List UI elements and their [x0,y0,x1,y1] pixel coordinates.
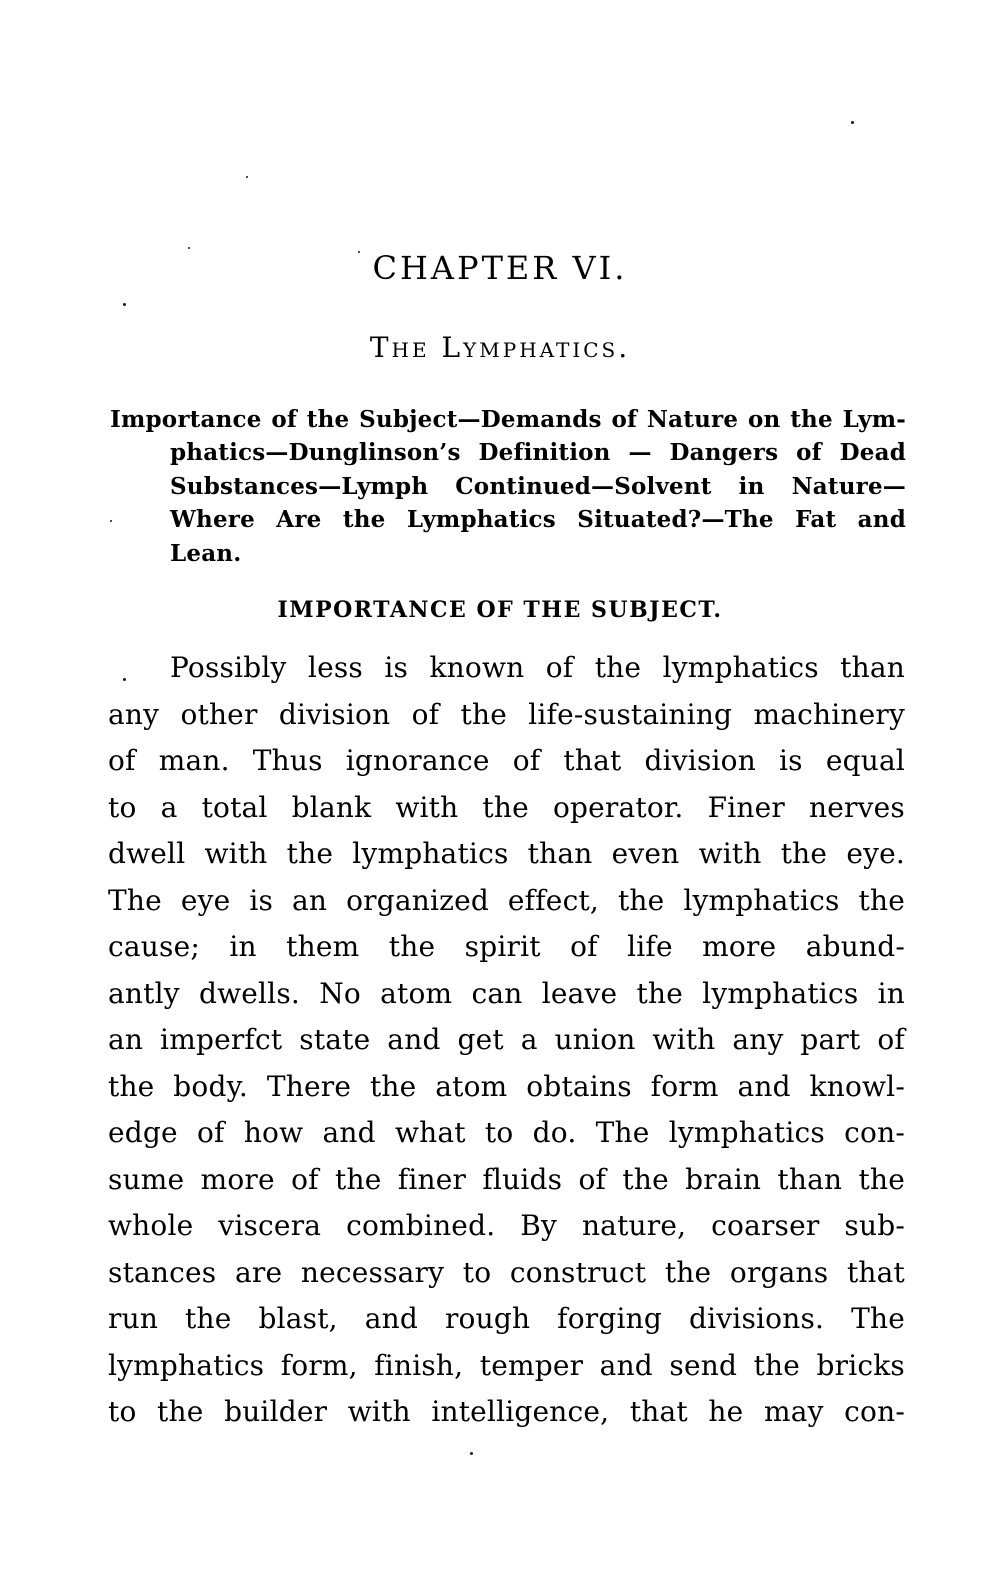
synopsis-line: Lean. [170,539,242,567]
synopsis-line: phatics—Dunglinson’s Definition — Dangers of Dead [170,439,906,467]
chapter-synopsis [110,403,906,570]
scan-artifact [470,1452,473,1455]
section-heading: IMPORTANCE OF THE SUBJECT. [277,597,723,623]
paragraph-line: stances are necessary to construct the organs that [108,1255,905,1289]
paragraph-line: to a total blank with the operator. Finer nerves [108,790,905,824]
paragraph-line: to the builder with intelligence, that he may con- [108,1395,905,1428]
chapter-title: CHAPTER VI. [372,249,628,287]
scan-artifact [246,176,248,178]
scan-artifact [188,247,190,249]
paragraph-line: an imperfct state and get a union with any part of [108,1023,905,1056]
paragraph-line: the body. There the atom obtains form and knowl- [108,1069,905,1103]
synopsis-line: Where Are the Lymphatics Situated?—The Fat and [170,506,906,534]
scan-artifact [123,303,126,306]
scan-artifact [123,678,126,681]
synopsis-line: Importance of the Subject—Demands of Nature on the Lym- [110,406,906,433]
paragraph-line: Possibly less is known of the lymphatics than [170,651,905,684]
paragraph-line: The eye is an organized effect, the lymphatics the [108,883,905,917]
paragraph-line: edge of how and what to do. The lymphatics con- [108,1116,905,1149]
paragraph-line: dwell with the lymphatics than even with the eye. [108,837,905,870]
paragraph-line: of man. Thus ignorance of that division is equal [108,744,905,777]
paragraph-line: any other division of the life-sustaining machinery [108,697,905,731]
scan-artifact [358,251,360,253]
paragraph [108,645,905,1436]
paragraph-line: whole viscera combined. By nature, coarser sub- [108,1209,905,1242]
paragraph-line: run the blast, and rough forging divisions. The [108,1302,905,1335]
scan-artifact [110,520,112,522]
paragraph-line: sume more of the finer fluids of the brain than the [108,1162,905,1196]
paragraph-line: cause; in them the spirit of life more abund- [108,930,905,963]
scan-artifact [851,121,854,124]
chapter-subtitle: The Lymphatics. [369,331,631,364]
paragraph-line: antly dwells. No atom can leave the lymphatics in [108,976,905,1010]
synopsis-line: Substances—Lymph Continued—Solvent in Nature— [170,472,906,500]
paragraph-line: lymphatics form, finish, temper and send the bricks [108,1348,905,1382]
